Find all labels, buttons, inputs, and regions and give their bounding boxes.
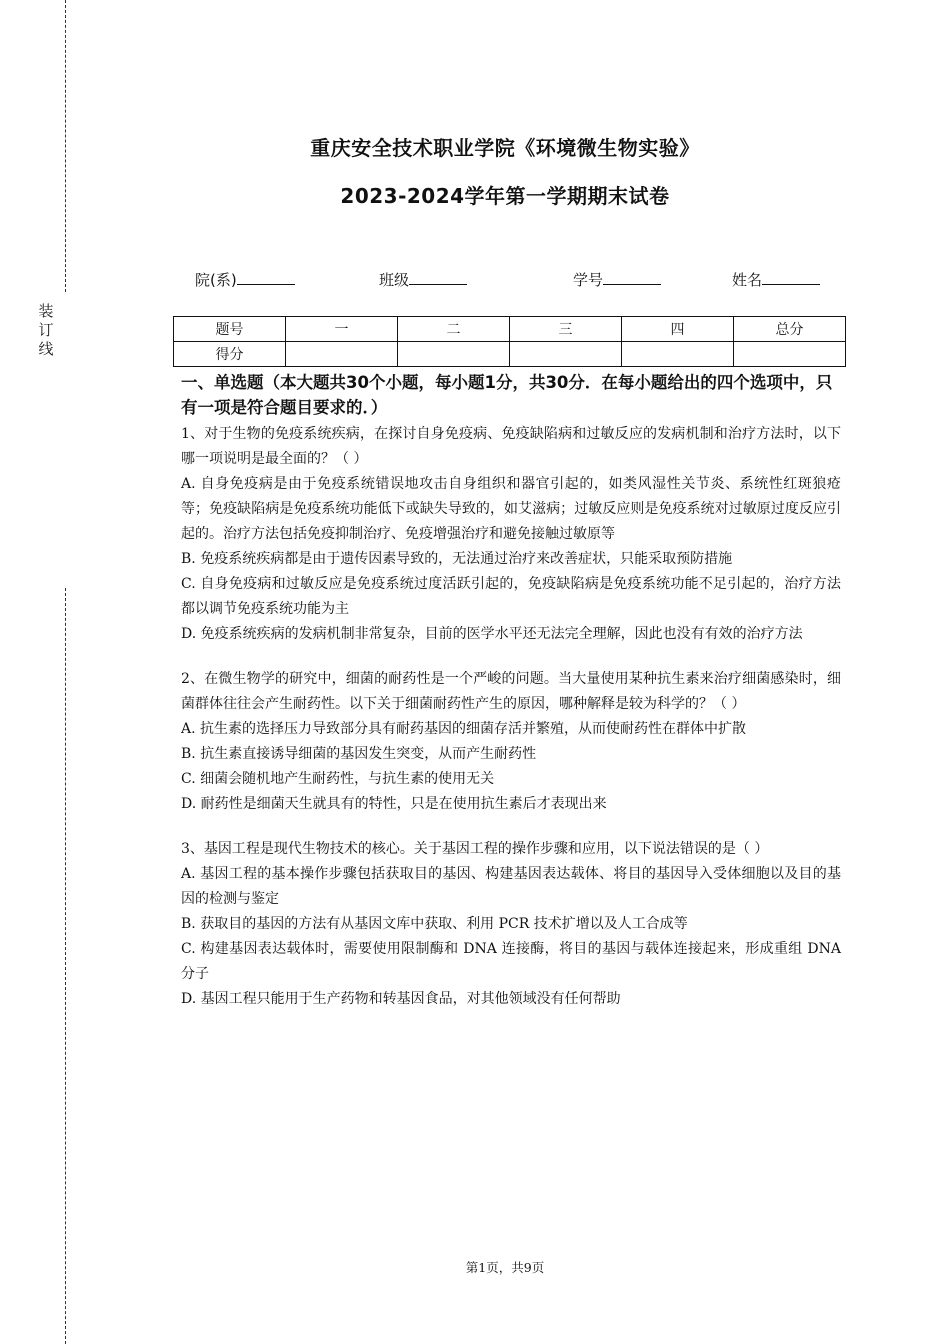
option-b: B. 抗生素直接诱导细菌的基因发生突变，从而产生耐药性 (181, 746, 537, 762)
exam-title-line1: 重庆安全技术职业学院《环境微生物实验》 (310, 136, 700, 160)
student-id-blank[interactable] (603, 268, 661, 285)
option-c: C. 自身免疫病和过敏反应是免疫系统过度活跃引起的，免疫缺陷病是免疫系统功能不足引起的，治疗方法都以调节免疫系统功能为主 (181, 576, 841, 617)
score-table-score-row (174, 342, 846, 367)
section-heading: 一、单选题（本大题共30个小题，每小题1分，共30分．在每小题给出的四个选项中，只有一项是符合题目要求的．） (181, 373, 833, 417)
option-a: A. 自身免疫病是由于免疫系统错误地攻击自身组织和器官引起的，如类风湿性关节炎、系统性红斑狼疮等；免疫缺陷病是免疫系统功能低下或缺失导致的，如艾滋病；过敏反应则是免疫系统对过敏原过度反应引起的。治疗方法包括免疫抑制治疗、免疫增强治疗和避免接触过敏原等 (181, 476, 841, 542)
option-b: B. 免疫系统疾病都是由于遗传因素导致的，无法通过治疗来改善症状，只能采取预防措施 (181, 551, 733, 567)
score-table (173, 316, 846, 367)
student-id-label: 学号 (573, 271, 604, 289)
exam-title-line2: 2023-2024学年第一学期期末试卷 (340, 184, 670, 208)
option-d: D. 基因工程只能用于生产药物和转基因食品，对其他领域没有任何帮助 (181, 991, 621, 1007)
score-table-header-row (174, 317, 846, 342)
name-field[interactable] (732, 268, 820, 290)
student-id-field[interactable] (573, 268, 661, 290)
score-row-label: 得分 (174, 342, 286, 367)
score-input-cell[interactable] (734, 342, 846, 367)
binding-line-bottom (65, 588, 66, 1344)
question (181, 837, 841, 1012)
option-a: A. 抗生素的选择压力导致部分具有耐药基因的细菌存活并繁殖，从而使耐药性在群体中扩散 (181, 721, 747, 737)
score-input-cell[interactable] (398, 342, 510, 367)
option-a: A. 基因工程的基本操作步骤包括获取目的基因、构建基因表达载体、将目的基因导入受体细胞以及目的基因的检测与鉴定 (181, 866, 841, 907)
option-c: C. 细菌会随机地产生耐药性，与抗生素的使用无关 (181, 771, 495, 787)
department-field[interactable] (195, 268, 295, 290)
department-label: 院(系) (195, 271, 237, 289)
page-number: 第1页，共9页 (465, 1260, 545, 1275)
score-table-cell: 题号 (174, 317, 286, 342)
department-blank[interactable] (237, 268, 295, 285)
binding-char: 订 (38, 321, 54, 339)
name-label: 姓名 (732, 271, 763, 289)
score-table-cell: 四 (622, 317, 734, 342)
score-input-cell[interactable] (286, 342, 398, 367)
student-info-row (0, 268, 950, 292)
class-label: 班级 (379, 271, 410, 289)
question-stem: 1、对于生物的免疫系统疾病，在探讨自身免疫病、免疫缺陷病和过敏反应的发病机制和治疗方法时，以下哪一项说明是最全面的？（ ） (181, 426, 841, 467)
score-input-cell[interactable] (510, 342, 622, 367)
option-b: B. 获取目的基因的方法有从基因文库中获取、利用 PCR 技术扩增以及人工合成等 (181, 916, 688, 932)
binding-char: 装 (38, 302, 54, 320)
option-d: D. 免疫系统疾病的发病机制非常复杂，目前的医学水平还无法完全理解，因此也没有有效的治疗方法 (181, 626, 803, 642)
binding-char: 线 (38, 340, 54, 358)
class-blank[interactable] (409, 268, 467, 285)
option-c: C. 构建基因表达载体时，需要使用限制酶和 DNA 连接酶，将目的基因与载体连接起来，形成重组 DNA 分子 (181, 941, 841, 982)
class-field[interactable] (379, 268, 467, 290)
option-d: D. 耐药性是细菌天生就具有的特性，只是在使用抗生素后才表现出来 (181, 796, 607, 812)
score-input-cell[interactable] (622, 342, 734, 367)
binding-label (36, 302, 56, 359)
question-stem: 3、基因工程是现代生物技术的核心。关于基因工程的操作步骤和应用，以下说法错误的是（ ） (181, 841, 769, 857)
question-stem: 2、在微生物学的研究中，细菌的耐药性是一个严峻的问题。当大量使用某种抗生素来治疗细菌感染时，细菌群体往往会产生耐药性。以下关于细菌耐药性产生的原因，哪种解释是较为科学的？（ ） (181, 671, 841, 712)
name-blank[interactable] (762, 268, 820, 285)
score-table-cell: 总分 (734, 317, 846, 342)
exam-content (181, 370, 841, 1032)
question (181, 667, 841, 817)
score-table-cell: 二 (398, 317, 510, 342)
question (181, 422, 841, 647)
score-table-cell: 三 (510, 317, 622, 342)
score-table-cell: 一 (286, 317, 398, 342)
